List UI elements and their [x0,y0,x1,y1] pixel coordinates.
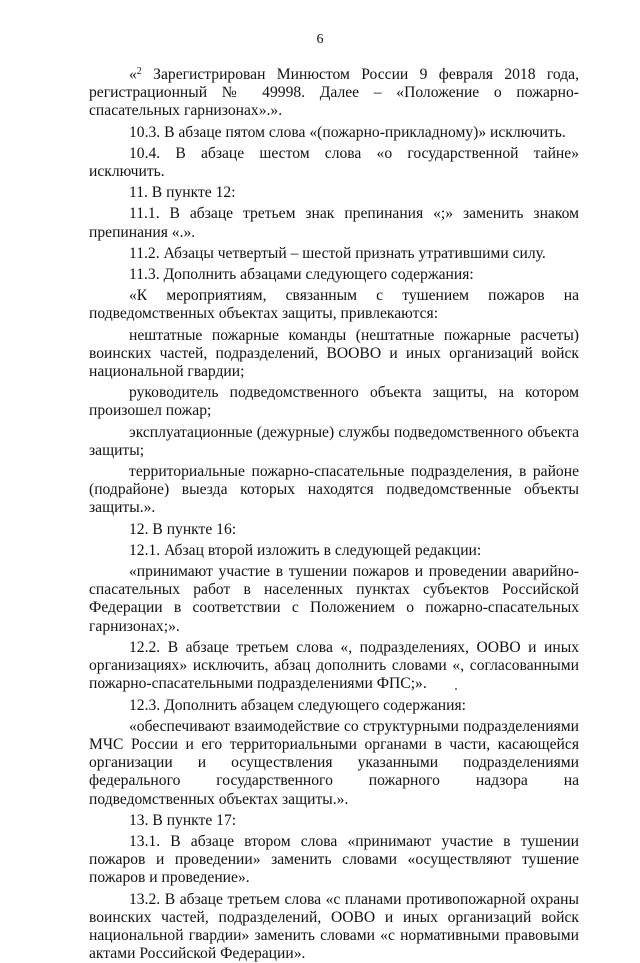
paragraph-13-heading: 13. В пункте 17: [129,811,237,829]
paragraph-11-2: 11.2. Абзацы четвертый – шестой признать утратившими силу. [129,244,546,262]
footnote-text: Зарегистрирован Минюстом России 9 февраля 2018 года, регистрационный № 49998. Далее – «Положение о пожарно-спасательных гарнизонах».». [89,66,579,120]
paragraph-12-heading: 12. В пункте 16: [129,520,237,538]
paragraph-12-2: 12.2. В абзаце третьем слова «, подразделениях, ООВО и иных организациях» исключить, абзац дополнить словами «, согласованными пожарно-спасательными подразделениями ФПС;». [89,638,579,693]
footnote-paragraph [89,66,579,121]
paragraph-13-1: 13.1. В абзаце втором слова «принимают участие в тушении пожаров и проведении» заменить словами «осуществляют тушение пожаров и проведение». [89,832,579,887]
paragraph-12-1: 12.1. Абзац второй изложить в следующей редакции: [129,541,482,559]
scan-speck [455,688,457,690]
paragraph-11-3: 11.3. Дополнить абзацами следующего содержания: [129,266,474,284]
paragraph-13-2: 13.2. В абзаце третьем слова «с планами противопожарной охраны воинских частей, подразделений, ООВО и иных организаций войск национальной гвардии» заменить словами «с нормативными правовыми актами Российской Федерации». [89,890,579,963]
paragraph-quote-intro: «К мероприятиям, связанным с тушением пожаров на подведомственных объектах защиты, привлекаются: [89,287,579,323]
paragraph-12-1-text: «принимают участие в тушении пожаров и проведении аварийно-спасательных работ в населенных пунктах субъектов Российской Федерации в соответствии с Положением о пожарно-спасательных гарнизонах;». [89,563,579,635]
paragraph-quote-territorial: территориальные пожарно-спасательные подразделения, в районе (подрайоне) выезда которых находятся подведомственные объекты защиты.». [89,463,579,517]
paragraph-11-heading: 11. В пункте 12: [129,184,236,202]
page-number: 6 [316,32,324,47]
footnote-marker: 2 [136,66,142,77]
paragraph-12-3: 12.3. Дополнить абзацем следующего содержания: [129,696,466,714]
paragraph-10-4: 10.4. В абзаце шестом слова «о государственной тайне» исключить. [89,144,579,181]
paragraph-quote-head: руководитель подведомственного объекта защиты, на котором произошел пожар; [89,384,579,420]
paragraph-12-3-text: «обеспечивают взаимодействие со структурными подразделениями МЧС России и его территориальными органами в части, касающейся организации и осуществления указанными подразделениями федерального государственного пожарного надзора на подведомственных объектах защиты.». [89,717,579,808]
paragraph-quote-teams: нештатные пожарные команды (нештатные пожарные расчеты) воинских частей, подразделений, ВООВО и иных организаций войск национальной гвардии; [89,326,579,381]
footnote-open-quote: « [129,66,137,83]
document-body [89,66,579,963]
paragraph-11-1: 11.1. В абзаце третьем знак препинания «;» заменить знаком препинания «.». [89,205,579,241]
paragraph-quote-services: эксплуатационные (дежурные) службы подведомственного объекта защиты; [89,423,579,459]
paragraph-10-3: 10.3. В абзаце пятом слова «(пожарно-прикладному)» исключить. [129,123,566,141]
